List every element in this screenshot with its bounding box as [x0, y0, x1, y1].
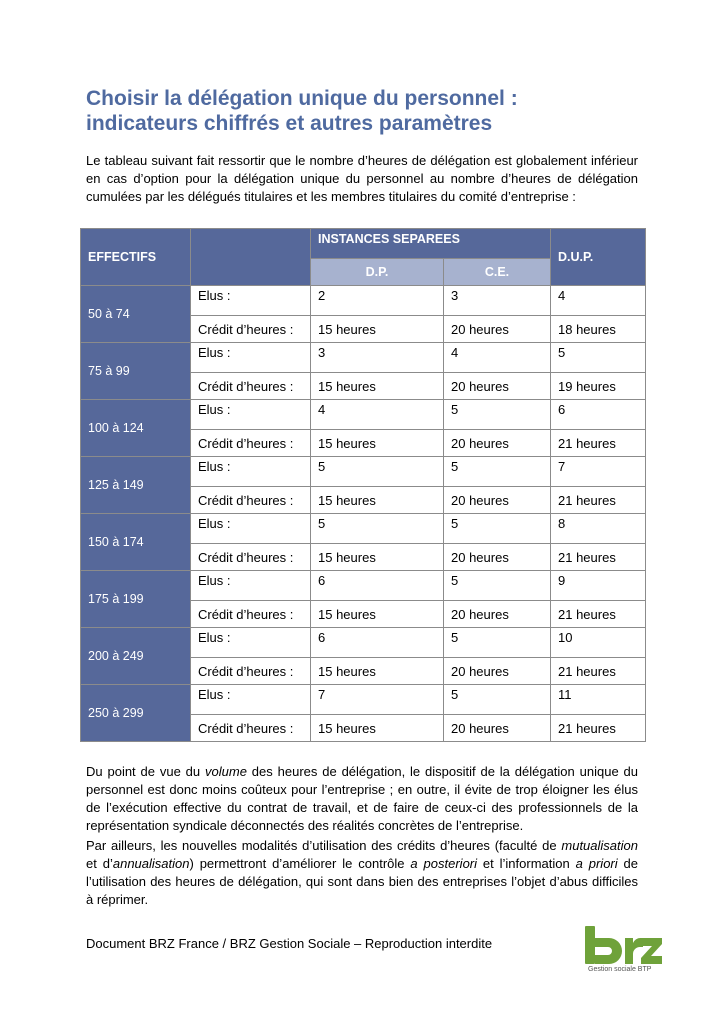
effectifs-range: 250 à 299	[81, 685, 191, 742]
elus-dp-cell: 7	[311, 685, 444, 715]
elus-ce-cell: 5	[444, 514, 551, 544]
credit-ce-cell: 20 heures	[444, 715, 551, 742]
credit-dp-cell: 15 heures	[311, 601, 444, 628]
credit-dp-cell: 15 heures	[311, 316, 444, 343]
credit-dup-cell: 21 heures	[551, 715, 646, 742]
para2-text-i: de l’utilisation des heures de délégation, qui sont dans bien des entreprises l’objet d’abus difficiles à réprimer.	[86, 856, 639, 907]
credit-ce-cell: 20 heures	[444, 430, 551, 457]
elus-dup-cell: 8	[551, 514, 646, 544]
label-credit-heures: Crédit d’heures :	[191, 487, 311, 514]
para2-emphasis-mutualisation: mutualisation	[561, 838, 638, 853]
credit-ce-cell: 20 heures	[444, 601, 551, 628]
para2-text-g: et l’information	[477, 856, 576, 871]
label-credit-heures: Crédit d’heures :	[191, 316, 311, 343]
para2-emphasis-a-posteriori: a posteriori	[410, 856, 478, 871]
label-elus: Elus :	[191, 457, 311, 487]
elus-ce-cell: 4	[444, 343, 551, 373]
credit-dp-cell: 15 heures	[311, 430, 444, 457]
effectifs-range: 175 à 199	[81, 571, 191, 628]
credit-dup-cell: 19 heures	[551, 373, 646, 400]
credit-ce-cell: 20 heures	[444, 373, 551, 400]
label-elus: Elus :	[191, 343, 311, 373]
header-dup: D.U.P.	[551, 229, 646, 286]
elus-dp-cell: 3	[311, 343, 444, 373]
para2-text-c: et d’	[86, 856, 113, 871]
elus-dup-cell: 11	[551, 685, 646, 715]
label-credit-heures: Crédit d’heures :	[191, 430, 311, 457]
para1-emphasis-volume: volume	[205, 764, 247, 779]
elus-dup-cell: 9	[551, 571, 646, 601]
title-line-1: Choisir la délégation unique du personnel :	[86, 87, 518, 110]
para2-text-a: Par ailleurs, les nouvelles modalités d’utilisation des crédits d’heures (faculté de	[86, 838, 562, 853]
elus-ce-cell: 5	[444, 400, 551, 430]
table-row-elus	[81, 457, 646, 487]
table-row-elus	[81, 343, 646, 373]
logo-caption: Gestion sociale BTP	[588, 966, 652, 973]
page-title	[86, 86, 646, 136]
label-credit-heures: Crédit d’heures :	[191, 601, 311, 628]
credit-dup-cell: 21 heures	[551, 601, 646, 628]
credit-ce-cell: 20 heures	[444, 544, 551, 571]
credit-dp-cell: 15 heures	[311, 373, 444, 400]
credit-ce-cell: 20 heures	[444, 487, 551, 514]
delegation-table	[80, 228, 646, 742]
label-elus: Elus :	[191, 628, 311, 658]
credit-dup-cell: 18 heures	[551, 316, 646, 343]
table-row-elus	[81, 514, 646, 544]
credit-dup-cell: 21 heures	[551, 487, 646, 514]
label-elus: Elus :	[191, 685, 311, 715]
effectifs-range: 125 à 149	[81, 457, 191, 514]
effectifs-range: 50 à 74	[81, 286, 191, 343]
label-elus: Elus :	[191, 286, 311, 316]
para1-text-c: des heures de délégation, le dispositif de la délégation unique du personnel est donc moins coûteux pour l’entreprise ; en outre, il évite de trop éloigner les élus de l’exécution effective du contrat de travail, et de faire de ceux-ci des professionnels de la représentation syndicale déconnectés des réalités concrètes de l’entreprise.	[86, 764, 638, 833]
table-row-elus	[81, 400, 646, 430]
credit-dup-cell: 21 heures	[551, 430, 646, 457]
elus-dup-cell: 6	[551, 400, 646, 430]
elus-dup-cell: 4	[551, 286, 646, 316]
header-ce: C.E.	[444, 259, 551, 286]
effectifs-range: 75 à 99	[81, 343, 191, 400]
para2-text-e: ) permettront d’améliorer le contrôle	[189, 856, 411, 871]
header-dp: D.P.	[311, 259, 444, 286]
para2-emphasis-a-priori: a priori	[575, 856, 618, 871]
title-line-2: indicateurs chiffrés et autres paramètres	[86, 112, 493, 135]
elus-ce-cell: 5	[444, 628, 551, 658]
header-instances-separees: INSTANCES SEPAREES	[311, 229, 551, 259]
credit-ce-cell: 20 heures	[444, 658, 551, 685]
para2-emphasis-annualisation: annualisation	[112, 856, 190, 871]
label-elus: Elus :	[191, 400, 311, 430]
label-elus: Elus :	[191, 571, 311, 601]
elus-ce-cell: 3	[444, 286, 551, 316]
credit-dp-cell: 15 heures	[311, 544, 444, 571]
header-empty	[191, 229, 311, 286]
elus-dup-cell: 5	[551, 343, 646, 373]
credit-ce-cell: 20 heures	[444, 316, 551, 343]
table-body	[81, 286, 646, 742]
label-credit-heures: Crédit d’heures :	[191, 658, 311, 685]
elus-dp-cell: 6	[311, 628, 444, 658]
elus-ce-cell: 5	[444, 685, 551, 715]
intro-paragraph: Le tableau suivant fait ressortir que le nombre d’heures de délégation est globalement inférieur en cas d’option pour la délégation unique du personnel au nombre d’heures de délégation cumulées par les délégués titulaires et les membres titulaires du comité d’entreprise :	[86, 153, 638, 204]
elus-dp-cell: 4	[311, 400, 444, 430]
para1-text-a: Du point de vue du	[86, 764, 206, 779]
header-effectifs: EFFECTIFS	[81, 229, 191, 286]
effectifs-range: 150 à 174	[81, 514, 191, 571]
credit-dup-cell: 21 heures	[551, 658, 646, 685]
credit-dp-cell: 15 heures	[311, 715, 444, 742]
credit-dp-cell: 15 heures	[311, 658, 444, 685]
effectifs-range: 100 à 124	[81, 400, 191, 457]
table-row-elus	[81, 628, 646, 658]
table-row-elus	[81, 286, 646, 316]
table-row-elus	[81, 571, 646, 601]
effectifs-range: 200 à 249	[81, 628, 191, 685]
table-row-elus	[81, 685, 646, 715]
elus-dp-cell: 6	[311, 571, 444, 601]
credit-dp-cell: 15 heures	[311, 487, 444, 514]
credit-dup-cell: 21 heures	[551, 544, 646, 571]
elus-dup-cell: 10	[551, 628, 646, 658]
footer-text: Document BRZ France / BRZ Gestion Sociale – Reproduction interdite	[86, 936, 493, 951]
label-elus: Elus :	[191, 514, 311, 544]
elus-ce-cell: 5	[444, 571, 551, 601]
elus-dp-cell: 2	[311, 286, 444, 316]
elus-ce-cell: 5	[444, 457, 551, 487]
elus-dup-cell: 7	[551, 457, 646, 487]
label-credit-heures: Crédit d’heures :	[191, 373, 311, 400]
elus-dp-cell: 5	[311, 514, 444, 544]
label-credit-heures: Crédit d’heures :	[191, 544, 311, 571]
paragraph-modalites	[86, 837, 638, 909]
paragraph-volume	[86, 763, 638, 835]
label-credit-heures: Crédit d’heures :	[191, 715, 311, 742]
elus-dp-cell: 5	[311, 457, 444, 487]
